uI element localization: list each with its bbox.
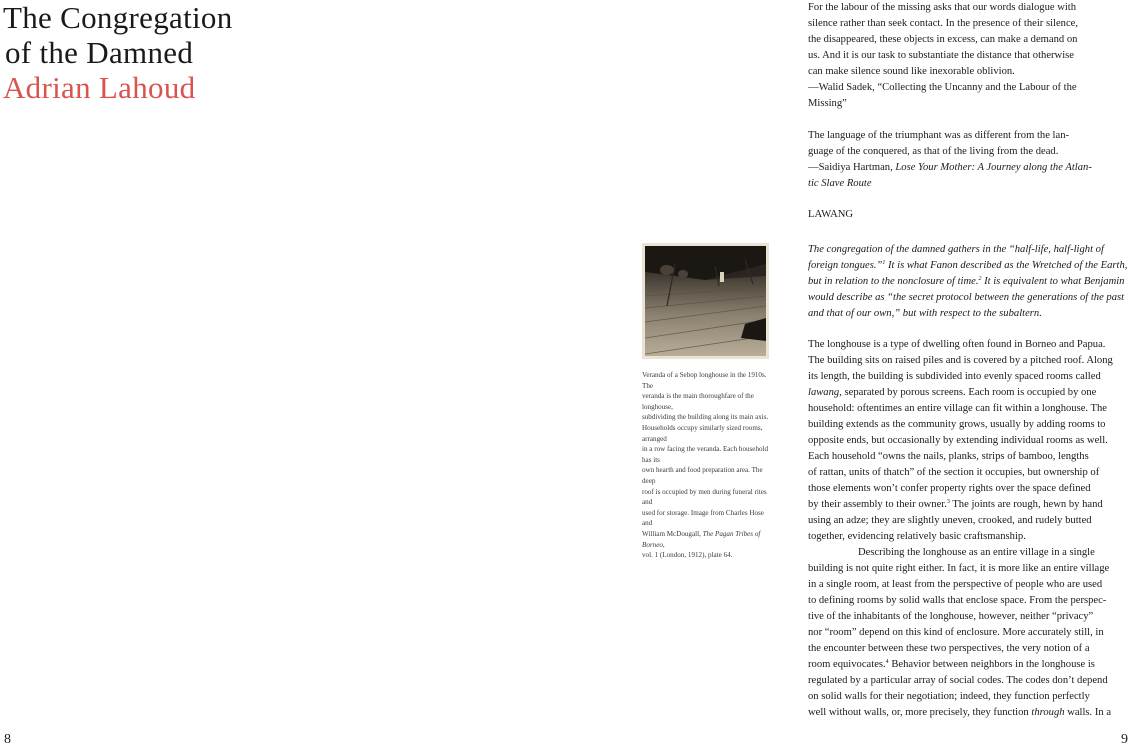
intro-text: It is equivalent to what Benjamin <box>981 276 1125 287</box>
epigraph-line: us. And it is our task to substantiate the distance that otherwise <box>808 50 1074 61</box>
caption-text: , <box>662 540 665 549</box>
caption-line: roof is occupied by men during funeral rites and <box>642 487 767 507</box>
body-line: household: oftentimes an entire village can fit within a longhouse. The <box>808 403 1108 414</box>
body-line: those elements won’t confer property rights over the space defined <box>808 483 1091 494</box>
body-line: the encounter between these two perspectives, the very notion of a <box>808 643 1090 654</box>
footnote-ref-2[interactable]: 2 <box>978 276 982 282</box>
body-line: regulated by a particular array of social codes. The codes don’t depend <box>808 675 1108 686</box>
intro-line: The congregation of the damned gathers in the “half-life, half-light of <box>808 244 1104 255</box>
photo-caption <box>642 370 772 561</box>
epigraph-line: For the labour of the missing asks that our words dialogue with <box>808 2 1077 13</box>
caption-line: veranda is the main thoroughfare of the longhouse, <box>642 392 754 411</box>
epigraph-line: guage of the conquered, as that of the living from the dead. <box>808 146 1059 157</box>
title-line-2: of the Damned <box>5 35 194 70</box>
body-line: together, evidencing relatively basic craftsmanship. <box>808 531 1026 542</box>
attribution-book-title: Lose Your Mother: A Journey along the Atlan- <box>895 162 1092 173</box>
intro-text: but in relation to the nonclosure of time. <box>808 276 979 287</box>
caption-line: own hearth and food preparation area. The deep <box>642 466 763 485</box>
body-line: Describing the longhouse as an entire village in a single <box>858 547 1095 558</box>
title-line-1: The Congregation <box>3 0 233 35</box>
body-line: nor “room” depend on this kind of enclosure. More accurately still, in <box>808 627 1104 638</box>
caption-line: vol. 1 (London, 1912), plate 64. <box>642 551 733 560</box>
footnote-ref-4[interactable]: 4 <box>885 659 889 665</box>
body-text: by their assembly to their owner. <box>808 499 947 510</box>
body-text: well without walls, or, more precisely, they function <box>808 707 1032 718</box>
body-text: The joints are rough, hewn by hand <box>949 499 1103 510</box>
photo-image <box>645 246 766 356</box>
body-text: room equivocates. <box>808 659 886 670</box>
epigraph-attribution <box>808 176 1130 192</box>
body-line: building extends as the community grows, usually by adding rooms to <box>808 419 1106 430</box>
page-number-right: 9 <box>1121 732 1128 747</box>
page-number-left: 8 <box>4 732 11 747</box>
author-name: Adrian Lahoud <box>3 70 196 105</box>
caption-book-title: The Pagan Tribes of Borneo <box>642 529 761 549</box>
body-line: Each household “owns the nails, planks, strips of bamboo, lengths <box>808 451 1089 462</box>
body-line: tive of the inhabitants of the longhouse, however, neither “privacy” <box>808 611 1094 622</box>
footnote-ref-1[interactable]: 1 <box>882 260 886 266</box>
attribution-book-title: tic Slave Route <box>808 178 872 189</box>
body-line <box>808 497 1130 513</box>
intro-text: foreign tongues.” <box>808 260 883 271</box>
intro-line <box>808 274 1130 290</box>
body-text: , separated by porous screens. Each room is occupied by one <box>839 387 1097 398</box>
caption-line: Veranda of a Sebop longhouse in the 1910s. The <box>642 371 767 390</box>
epigraph-line: silence rather than seek contact. In the presence of their silence, <box>808 18 1079 29</box>
intro-line: and that of our own,” but with respect to the subaltern. <box>808 308 1042 319</box>
epigraph-attribution: —Walid Sadek, “Collecting the Uncanny and the Labour of the <box>808 82 1077 93</box>
caption-line: Households occupy similarly sized rooms, arranged <box>642 423 763 443</box>
body-paragraph-2 <box>808 545 1130 721</box>
body-line: opposite ends, but occasionally by extending individual rooms as well. <box>808 435 1108 446</box>
body-text: Behavior between neighbors in the longhouse is <box>888 659 1095 670</box>
epigraph-attribution: Missing” <box>808 98 847 109</box>
caption-line: in a row facing the veranda. Each household has its <box>642 445 769 464</box>
footnote-ref-3[interactable]: 3 <box>946 499 950 505</box>
term-lawang: lawang <box>808 387 840 398</box>
body-line: to defining rooms by solid walls that enclose space. From the perspec- <box>808 595 1107 606</box>
body-line: The building sits on raised piles and is covered by a pitched roof. Along <box>808 355 1113 366</box>
intro-line <box>808 258 1130 274</box>
article-title <box>3 0 233 105</box>
caption-line: used for storage. Image from Charles Hose and <box>642 508 764 528</box>
intro-text: It is what Fanon described as the Wretched of the Earth, <box>885 260 1128 271</box>
body-line: its length, the building is subdivided into evenly spaced rooms called <box>808 371 1101 382</box>
body-line <box>808 705 1130 721</box>
body-line: using an adze; they are slightly uneven, crooked, and rudely butted <box>808 515 1092 526</box>
caption-line: subdividing the building along its main axis. <box>642 413 769 422</box>
caption-line <box>642 529 772 550</box>
section-heading: LAWANG <box>808 209 854 220</box>
body-line: in a single room, at least from the perspective of people who are used <box>808 579 1103 590</box>
body-line: building is not quite right either. In fact, it is more like an entire village <box>808 563 1110 574</box>
epigraph-line: the disappeared, these objects in excess, can make a demand on <box>808 34 1078 45</box>
text-column <box>808 0 1130 721</box>
caption-text: William McDougall, <box>642 529 703 538</box>
longhouse-veranda-photo <box>642 243 769 359</box>
body-line <box>808 657 1130 673</box>
epigraph-sadek <box>808 0 1130 112</box>
attribution-author: —Saidiya Hartman, <box>808 162 896 173</box>
body-line: of rattan, units of thatch” of the section it occupies, but ownership of <box>808 467 1100 478</box>
italic-intro <box>808 242 1130 322</box>
epigraph-hartman <box>808 128 1130 192</box>
body-line: on solid walls for their negotiation; indeed, they function perfectly <box>808 691 1090 702</box>
epigraph-line: The language of the triumphant was as different from the lan- <box>808 130 1070 141</box>
body-line <box>808 385 1130 401</box>
emphasis-through: through <box>1031 707 1065 718</box>
body-line: The longhouse is a type of dwelling often found in Borneo and Papua. <box>808 339 1106 350</box>
intro-line: would describe as “the secret protocol between the generations of the past <box>808 292 1125 303</box>
epigraph-attribution <box>808 160 1130 176</box>
epigraph-line: can make silence sound like inexorable oblivion. <box>808 66 1015 77</box>
body-paragraph-1 <box>808 337 1130 545</box>
body-text: walls. In a <box>1064 707 1112 718</box>
